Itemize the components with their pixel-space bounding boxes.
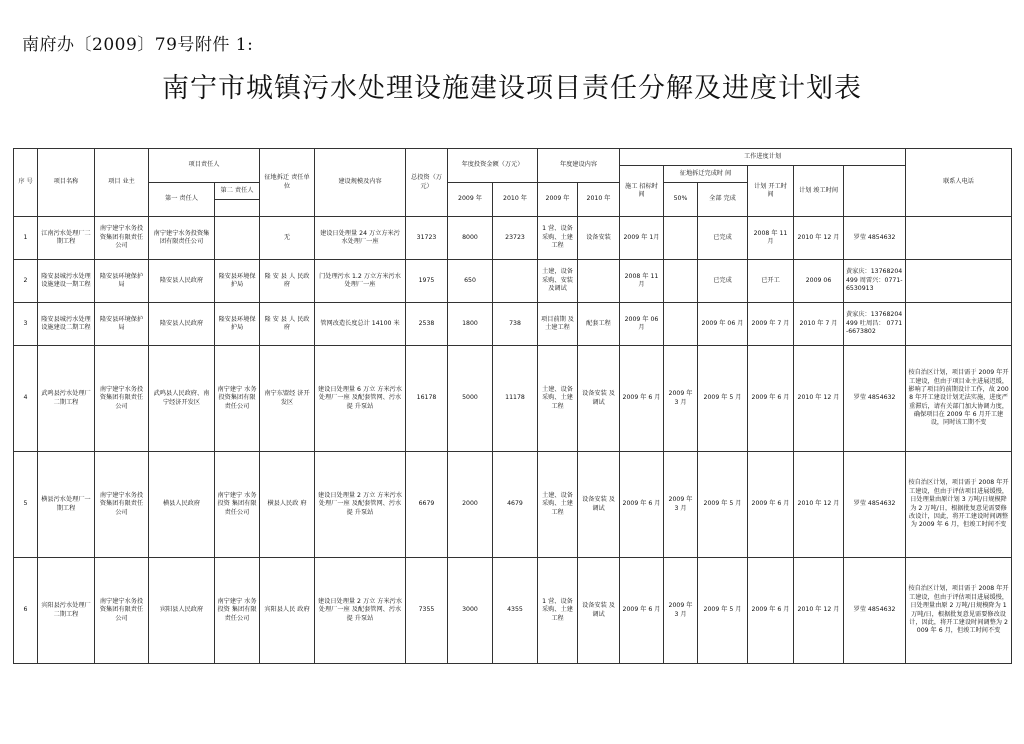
- table-row: [14, 346, 1012, 452]
- cell-second-responsible: [215, 217, 260, 260]
- cell-bidding-time: 2009 年 1月: [620, 217, 664, 260]
- cell-content-2010: 配套工程: [578, 303, 620, 346]
- cell-scale: 建设日处理量 2 万立 方米污水处理厂一座 及配套管网、污水提 升泵站: [315, 452, 406, 558]
- cell-all-done: 已完成: [698, 217, 748, 260]
- progress-table: [13, 148, 1012, 664]
- header-first-responsible: 第一 责任人: [149, 183, 215, 217]
- cell-bidding-time: 2008 年 11 月: [620, 260, 664, 303]
- cell-contact: 黄家庆：13768204499 吐周昌： 0771-6673802: [844, 303, 906, 346]
- cell-invest-2010: 11178: [493, 346, 538, 452]
- cell-total-investment: 6679: [406, 452, 448, 558]
- cell-invest-2009: 1800: [448, 303, 493, 346]
- cell-project-name: 武鸣县污水处理厂二期工程: [38, 346, 95, 452]
- cell-content-2010: [578, 260, 620, 303]
- cell-bidding-time: 2009 年 6 月: [620, 558, 664, 664]
- cell-scale: 管网改造长度总计 14100 米: [315, 303, 406, 346]
- cell-plan-finish: 2010 年 12 月: [794, 452, 844, 558]
- cell-invest-2009: 650: [448, 260, 493, 303]
- cell-owner: 隆安县环境保护局: [95, 260, 149, 303]
- cell-first-responsible: 隆安县人民政府: [149, 303, 215, 346]
- cell-total-investment: 16178: [406, 346, 448, 452]
- cell-content-2010: 设备安装: [578, 217, 620, 260]
- cell-scale: 建设日处理量 24 万立方米污水处理厂一座: [315, 217, 406, 260]
- cell-all-done: 2009 年 5 月: [698, 346, 748, 452]
- cell-project-name: 隆安县城污水处理设施建设二期工程: [38, 303, 95, 346]
- cell-plan-finish: 2010 年 12 月: [794, 217, 844, 260]
- cell-remark: 按自治区计划，项目需于 2008 年开工建设，但由于评估项目进展缓慢，日处理量由原计划 3 万吨/日规模降为 2 万吨/日，根据批复意见需要修改设计，因此，将开工建设时间调整为 2009 年 6 月，但竣工时间不变: [906, 452, 1012, 558]
- header-land-done: 征地拆迁完成时 间: [664, 166, 748, 183]
- cell-plan-start: 2009 年 6 月: [748, 346, 794, 452]
- cell-seq: 2: [14, 260, 38, 303]
- table-row: [14, 217, 1012, 260]
- cell-plan-start: 2008 年 11 月: [748, 217, 794, 260]
- cell-second-responsible: 隆安县环境保护局: [215, 260, 260, 303]
- table-row: [14, 452, 1012, 558]
- cell-bidding-time: 2009 年 6 月: [620, 452, 664, 558]
- cell-total-investment: 2538: [406, 303, 448, 346]
- header-all-done: 全部 完成: [698, 183, 748, 217]
- cell-bidding-time: 2009 年 06 月: [620, 303, 664, 346]
- header-plan-finish: 计划 竣工时间: [794, 166, 844, 217]
- table-row: [14, 260, 1012, 303]
- cell-first-responsible: 武鸣县人民政府、南宁经济开发区: [149, 346, 215, 452]
- cell-contact: 黄家庆：13768204499 周雷兴：0771-6530913: [844, 260, 906, 303]
- cell-plan-finish: 2009 06: [794, 260, 844, 303]
- cell-land-unit: 宾阳县人民 政府: [260, 558, 315, 664]
- cell-plan-start: 2009 年 7 月: [748, 303, 794, 346]
- cell-invest-2009: 5000: [448, 346, 493, 452]
- cell-content-2009: 项目前期 及土建工程: [538, 303, 578, 346]
- table-row: [14, 558, 1012, 664]
- cell-contact: 罗莹 4854632: [844, 558, 906, 664]
- cell-invest-2010: 23723: [493, 217, 538, 260]
- header-content-2009: 2009 年: [538, 183, 578, 217]
- cell-fifty-percent: 2009 年 3 月: [664, 452, 698, 558]
- cell-scale: 建设日处理量 6 万立 方米污水处理厂一座 及配套管网、污水提 升泵站: [315, 346, 406, 452]
- cell-remark: [906, 217, 1012, 260]
- cell-seq: 3: [14, 303, 38, 346]
- cell-land-unit: 隆 安 县 人 民政府: [260, 260, 315, 303]
- header-scale: 建设规模及内容: [315, 149, 406, 217]
- cell-first-responsible: 宾阳县人民政府: [149, 558, 215, 664]
- cell-invest-2010: 4679: [493, 452, 538, 558]
- cell-project-name: 横县污水处理厂一期工程: [38, 452, 95, 558]
- cell-invest-2009: 2000: [448, 452, 493, 558]
- cell-invest-2010: 4355: [493, 558, 538, 664]
- cell-plan-start: 已开工: [748, 260, 794, 303]
- cell-plan-finish: 2010 年 7 月: [794, 303, 844, 346]
- header-fifty-percent: 50%: [664, 183, 698, 217]
- cell-land-unit: 南宁东盟经 济开发区: [260, 346, 315, 452]
- cell-fifty-percent: [664, 260, 698, 303]
- cell-remark: [906, 260, 1012, 303]
- cell-fifty-percent: 2009 年 3 月: [664, 346, 698, 452]
- cell-invest-2009: 8000: [448, 217, 493, 260]
- cell-project-name: 隆安县城污水处理设施建设一期工程: [38, 260, 95, 303]
- header-annual-content: 年度建设内容: [538, 149, 620, 183]
- header-invest-2010: 2010 年: [493, 183, 538, 217]
- header-project-name: 项目名称: [38, 149, 95, 217]
- cell-remark: 按自治区计划，项目需于 2008 年开工建设，但由于评估项目进展缓慢，日处理量由原 2 万吨/日规模降为 1 万吨/日，根据批复意见需要修改设计，因此，将开工建设时间调整为 2009 年 6 月，但竣工时间不变: [906, 558, 1012, 664]
- cell-project-name: 宾阳县污水处理厂二期工程: [38, 558, 95, 664]
- header-second-responsible-spacer: [215, 200, 260, 217]
- header-total-investment: 总投资（万元）: [406, 149, 448, 217]
- attachment-label: 南府办〔2009〕79号附件 1:: [22, 35, 254, 55]
- cell-scale: 建设日处理量 2 万立 方米污水处理厂一座 及配套管网、污水提 升泵站: [315, 558, 406, 664]
- cell-invest-2009: 3000: [448, 558, 493, 664]
- cell-content-2009: 1 营、设备采购、土建工程: [538, 558, 578, 664]
- cell-first-responsible: 隆安县人民政府: [149, 260, 215, 303]
- cell-first-responsible: 横县人民政府: [149, 452, 215, 558]
- cell-content-2009: 1 营、设备采购、土建工程: [538, 217, 578, 260]
- cell-total-investment: 31723: [406, 217, 448, 260]
- cell-owner: 南宁建宁水务投资集团有限责任公司: [95, 217, 149, 260]
- header-invest-2009: 2009 年: [448, 183, 493, 217]
- cell-fifty-percent: [664, 303, 698, 346]
- cell-seq: 5: [14, 452, 38, 558]
- cell-total-investment: 7355: [406, 558, 448, 664]
- cell-land-unit: 隆 安 县 人 民政府: [260, 303, 315, 346]
- cell-fifty-percent: [664, 217, 698, 260]
- header-plan-start: 计划 开工时 间: [748, 166, 794, 217]
- cell-all-done: 2009 年 5 月: [698, 452, 748, 558]
- cell-contact: 罗莹 4854632: [844, 452, 906, 558]
- cell-all-done: 2009 年 06 月: [698, 303, 748, 346]
- header-progress-plan: 工作进度计划: [620, 149, 906, 166]
- cell-owner: 南宁建宁水务投资集团有限责任公司: [95, 558, 149, 664]
- cell-content-2009: 土建，设备采购、安装及调试: [538, 260, 578, 303]
- cell-content-2010: 设备安装 及调试: [578, 558, 620, 664]
- cell-contact: 罗莹 4854632: [844, 346, 906, 452]
- header-second-responsible: 第二 责任人: [215, 183, 260, 200]
- cell-plan-finish: 2010 年 12 月: [794, 346, 844, 452]
- cell-fifty-percent: 2009 年 3 月: [664, 558, 698, 664]
- cell-second-responsible: 隆安县环境保护局: [215, 303, 260, 346]
- header-annual-investment: 年度投资金额（万元）: [448, 149, 538, 183]
- header-bidding-time: 施工 招标时 间: [620, 166, 664, 217]
- cell-plan-start: 2009 年 6 月: [748, 452, 794, 558]
- cell-content-2009: 土建、设备采购、土建工程: [538, 452, 578, 558]
- cell-content-2010: 设备安装 及调试: [578, 346, 620, 452]
- header-contact: 联系人电话: [906, 149, 1012, 217]
- cell-owner: 南宁建宁水务投资集团有限责任公司: [95, 452, 149, 558]
- header-seq: 序 号: [14, 149, 38, 217]
- cell-second-responsible: 南宁建宁 水务投资 集团有限 责任公司: [215, 452, 260, 558]
- cell-content-2009: 土建、设备采购、土建工程: [538, 346, 578, 452]
- header-content-2010: 2010 年: [578, 183, 620, 217]
- cell-seq: 6: [14, 558, 38, 664]
- cell-content-2010: 设备安装 及调试: [578, 452, 620, 558]
- cell-invest-2010: 738: [493, 303, 538, 346]
- cell-contact: 罗莹 4854632: [844, 217, 906, 260]
- cell-scale: 门处理污水 1.2 万立方米污水处理厂一座: [315, 260, 406, 303]
- cell-remark: 按自治区计划，项目需于 2009 年开工建设，但由于项目业主进展迟缓，影响了项目的前期设计工作，故 2008 年开工建设计划无法实施，进度严重滞后，请有关部门加大协调力度，确保项目在 2009 年 6 月开工建设，同时该工期不变: [906, 346, 1012, 452]
- cell-land-unit: 无: [260, 217, 315, 260]
- table-row: [14, 303, 1012, 346]
- document-title: 南宁市城镇污水处理设施建设项目责任分解及进度计划表: [162, 73, 862, 104]
- cell-owner: 南宁建宁水务投资集团有限责任公司: [95, 346, 149, 452]
- cell-second-responsible: 南宁建宁 水务投资集团有限 责任公司: [215, 346, 260, 452]
- cell-seq: 1: [14, 217, 38, 260]
- cell-invest-2010: [493, 260, 538, 303]
- cell-project-name: 江南污水处理厂二期工程: [38, 217, 95, 260]
- cell-total-investment: 1975: [406, 260, 448, 303]
- cell-land-unit: 横县人民政 府: [260, 452, 315, 558]
- cell-plan-start: 2009 年 6 月: [748, 558, 794, 664]
- cell-plan-finish: 2010 年 12 月: [794, 558, 844, 664]
- cell-remark: [906, 303, 1012, 346]
- cell-owner: 隆安县环境保护局: [95, 303, 149, 346]
- cell-first-responsible: 南宁建宁水务投资集团有限责任公司: [149, 217, 215, 260]
- header-responsible: 项目责任人: [149, 149, 260, 183]
- cell-all-done: 2009 年 5 月: [698, 558, 748, 664]
- header-owner: 项目 业主: [95, 149, 149, 217]
- cell-all-done: 已完成: [698, 260, 748, 303]
- cell-bidding-time: 2009 年 6 月: [620, 346, 664, 452]
- header-land-unit: 征地拆迁 责任单位: [260, 149, 315, 217]
- cell-second-responsible: 南宁建宁 水务投资 集团有限 责任公司: [215, 558, 260, 664]
- cell-seq: 4: [14, 346, 38, 452]
